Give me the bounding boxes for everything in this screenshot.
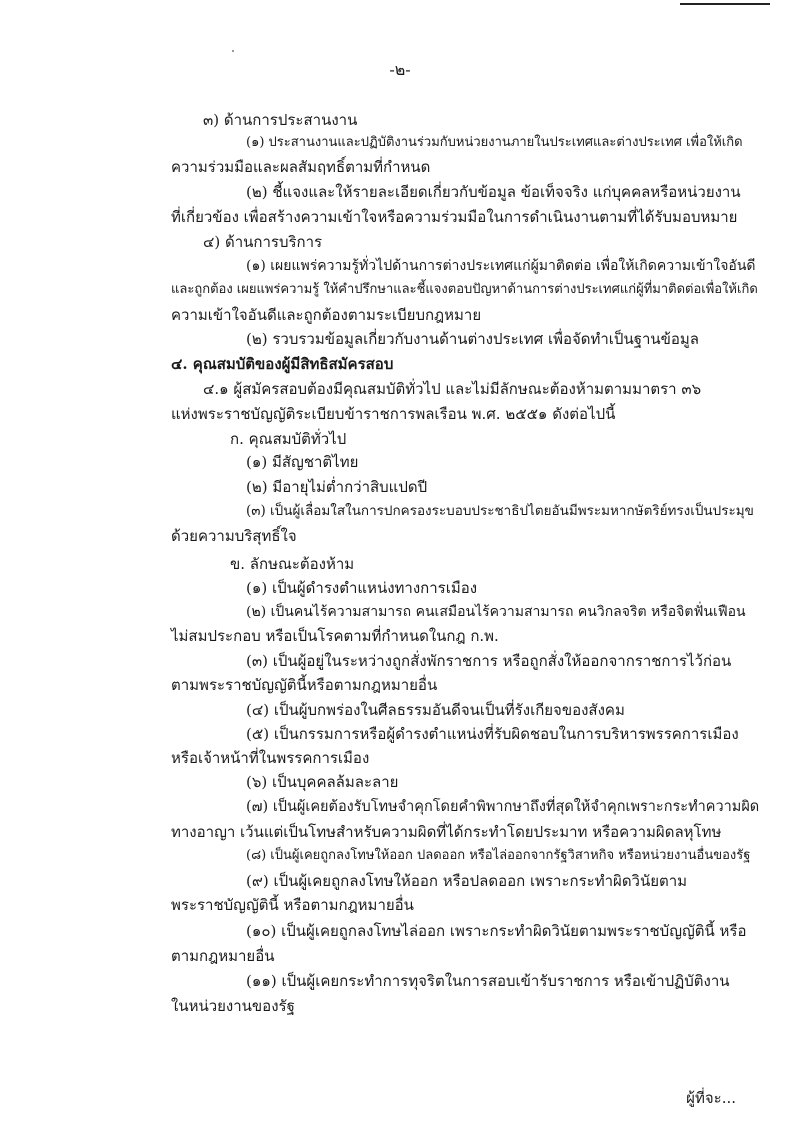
list-item: (๓) เป็นผู้เลื่อมใสในการปกครองระบอบประชาธิปไตยอันมีพระมหากษัตริย์ทรงเป็นประมุข [246,503,754,519]
paragraph-line: แห่งพระราชบัญญัติระเบียบข้าราชการพลเรือน พ.ศ. ๒๕๕๑ ดังต่อไปนี้ [171,405,616,423]
page-number: -๒- [389,60,411,79]
list-item: (๑) มีสัญชาติไทย [246,453,359,471]
paragraph-line: (๒) ชี้แจงและให้รายละเอียดเกี่ยวกับข้อมูล ข้อเท็จจริง แก่บุคคลหรือหน่วยงาน [246,183,741,201]
paragraph-line: ด้วยความบริสุทธิ์ใจ [171,527,297,545]
list-item: (๑๐) เป็นผู้เคยถูกลงโทษไล่ออก เพราะกระทำผิดวินัยตามพระราชบัญญัตินี้ หรือ [246,922,747,940]
scan-speck [232,50,234,52]
subheading-general: ก. คุณสมบัติทั่วไป [230,430,347,448]
list-item: (๒) มีอายุไม่ต่ำกว่าสิบแปดปี [246,478,428,496]
section-4-heading: ๔) ด้านการบริการ [203,233,323,251]
paragraph-line: พระราชบัญญัตินี้ หรือตามกฎหมายอื่น [171,896,414,914]
section-3-heading: ๓) ด้านการประสานงาน [203,111,358,129]
paragraph-line: ตามกฎหมายอื่น [171,947,275,965]
paragraph-line: ไม่สมประกอบ หรือเป็นโรคตามที่กำหนดในกฎ ก.พ. [171,627,499,645]
list-item: (๗) เป็นผู้เคยต้องรับโทษจำคุกโดยคำพิพากษาถึงที่สุดให้จำคุกเพราะกระทำความผิด [246,799,760,815]
paragraph-line: ตามพระราชบัญญัตินี้หรือตามกฎหมายอื่น [171,676,438,694]
top-rule [680,3,770,5]
paragraph-line: (๑) เผยแพร่ความรู้ทั่วไปด้านการต่างประเทศแก่ผู้มาติดต่อ เพื่อให้เกิดความเข้าใจอันดี [246,258,756,274]
paragraph-line: ทางอาญา เว้นแต่เป็นโทษสำหรับความผิดที่ได้กระทำโดยประมาท หรือความผิดลหุโทษ [171,823,722,841]
paragraph-line: ที่เกี่ยวข้อง เพื่อสร้างความเข้าใจหรือความร่วมมือในการดำเนินงานตามที่ได้รับมอบหมาย [171,208,738,226]
paragraph-line: ความเข้าใจอันดีและถูกต้องตามระเบียบกฎหมาย [171,306,482,324]
list-item: (๖) เป็นบุคคลล้มละลาย [246,773,399,791]
paragraph-line: (๑) ประสานงานและปฏิบัติงานร่วมกับหน่วยงานภายในประเทศและต่างประเทศ เพื่อให้เกิด [246,135,743,150]
list-item: (๑๑) เป็นผู้เคยกระทำการทุจริตในการสอบเข้ารับราชการ หรือเข้าปฏิบัติงาน [246,972,730,990]
list-item: (๓) เป็นผู้อยู่ในระหว่างถูกสั่งพักราชการ หรือถูกสั่งให้ออกจากราชการไว้ก่อน [246,652,732,670]
list-item: (๙) เป็นผู้เคยถูกลงโทษให้ออก หรือปลดออก เพราะกระทำผิดวินัยตาม [246,872,688,890]
list-item: (๘) เป็นผู้เคยถูกลงโทษให้ออก ปลดออก หรือไล่ออกจากรัฐวิสาหกิจ หรือหน่วยงานอื่นของรัฐ [246,848,751,863]
paragraph-line: ในหน่วยงานของรัฐ [171,997,295,1015]
paragraph-line: ๔.๑ ผู้สมัครสอบต้องมีคุณสมบัติทั่วไป และไม่มีลักษณะต้องห้ามตามมาตรา ๓๖ [203,380,702,398]
paragraph-line: และถูกต้อง เผยแพร่ความรู้ ให้คำปรึกษาและชี้แจงตอบปัญหาด้านการต่างประเทศแก่ผู้ที่มาติดต่อเพื่อให้เกิด [171,282,758,297]
subheading-prohibited: ข. ลักษณะต้องห้าม [230,555,355,573]
list-item: (๑) เป็นผู้ดำรงตำแหน่งทางการเมือง [246,579,478,597]
qualifications-heading: ๔. คุณสมบัติของผู้มีสิทธิสมัครสอบ [171,355,394,373]
list-item: (๕) เป็นกรรมการหรือผู้ดำรงตำแหน่งที่รับผิดชอบในการบริหารพรรคการเมือง [246,725,739,743]
paragraph-line: (๒) รวบรวมข้อมูลเกี่ยวกับงานด้านต่างประเทศ เพื่อจัดทำเป็นฐานข้อมูล [246,330,700,348]
list-item: (๒) เป็นคนไร้ความสามารถ คนเสมือนไร้ความสามารถ คนวิกลจริต หรือจิตฟั่นเฟือน [246,604,746,620]
paragraph-line: ความร่วมมือและผลสัมฤทธิ์ตามที่กำหนด [171,158,431,176]
list-item: (๔) เป็นผู้บกพร่องในศีลธรรมอันดีจนเป็นที่รังเกียจของสังคม [246,701,625,719]
paragraph-line: หรือเจ้าหน้าที่ในพรรคการเมือง [171,749,370,767]
continuation-footer: ผู้ที่จะ... [686,1089,736,1107]
